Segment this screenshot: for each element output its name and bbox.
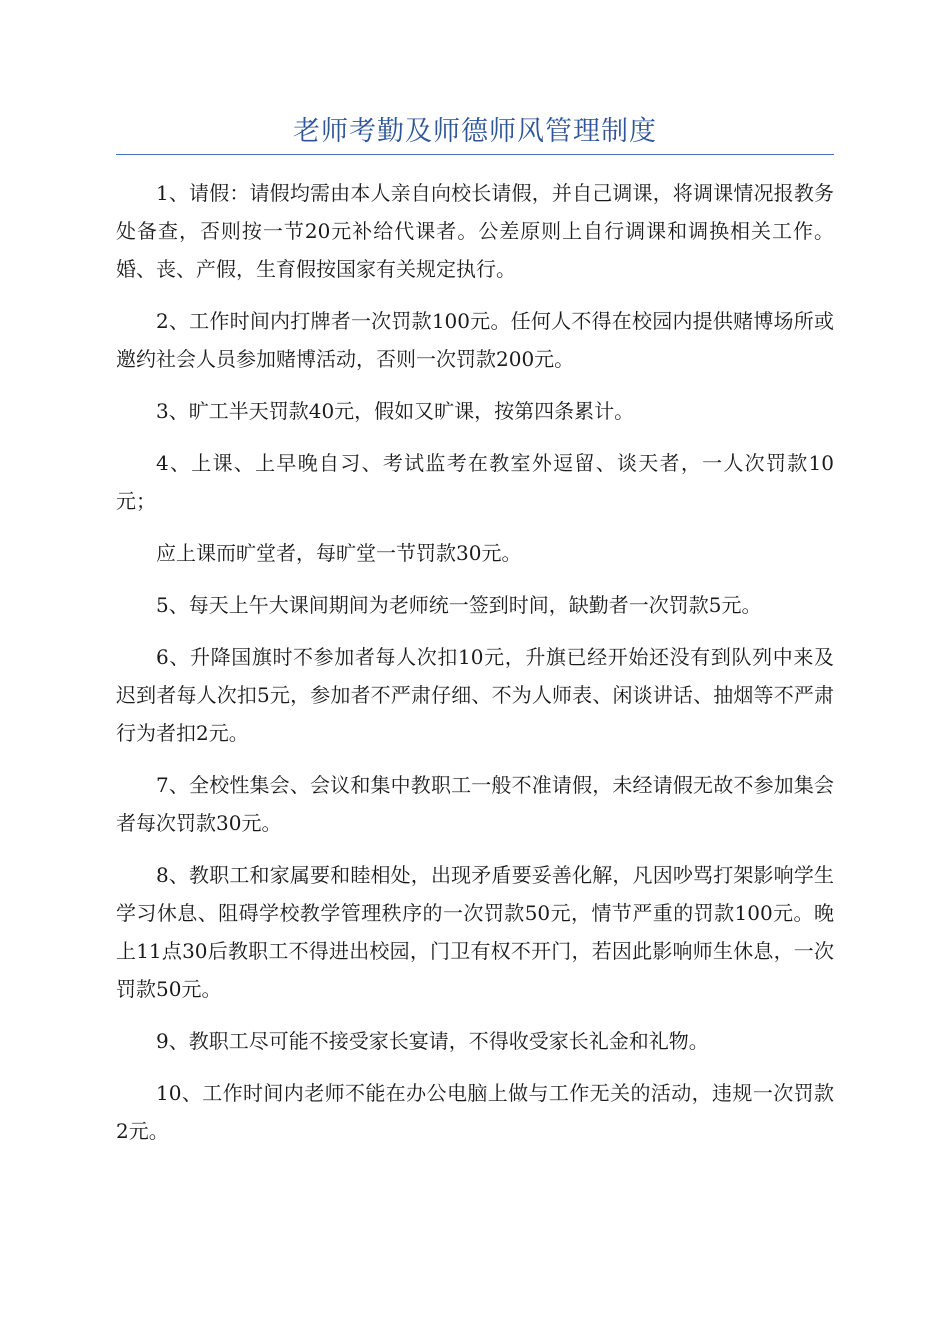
paragraph-6: 6、升降国旗时不参加者每人次扣10元，升旗已经开始还没有到队列中来及迟到者每人次扣5元，参加者不严肃仔细、不为人师表、闲谈讲话、抽烟等不严肃行为者扣2元。 xyxy=(116,645,834,745)
paragraph-4: 4、上课、上早晚自习、考试监考在教室外逗留、谈天者，一人次罚款10元； xyxy=(116,451,834,513)
paragraph-4-continued: 应上课而旷堂者，每旷堂一节罚款30元。 xyxy=(156,541,522,565)
paragraph-2: 2、工作时间内打牌者一次罚款100元。任何人不得在校园内提供赌博场所或邀约社会人员参加赌博活动，否则一次罚款200元。 xyxy=(116,309,834,371)
document-title: 老师考勤及师德师风管理制度 xyxy=(293,116,657,147)
paragraph-10: 10、工作时间内老师不能在办公电脑上做与工作无关的活动，违规一次罚款2元。 xyxy=(116,1081,834,1143)
paragraph-5: 5、每天上午大课间期间为老师统一签到时间，缺勤者一次罚款5元。 xyxy=(156,593,762,617)
title-underline xyxy=(116,154,834,155)
paragraph-7: 7、全校性集会、会议和集中教职工一般不准请假，未经请假无故不参加集会者每次罚款30元。 xyxy=(116,773,834,835)
paragraph-3: 3、旷工半天罚款40元，假如又旷课，按第四条累计。 xyxy=(156,399,635,423)
document-body xyxy=(116,174,834,1164)
paragraph-8: 8、教职工和家属要和睦相处，出现矛盾要妥善化解，凡因吵骂打架影响学生学习休息、阻碍学校教学管理秩序的一次罚款50元，情节严重的罚款100元。晚上11点30后教职工不得进出校园，门卫有权不开门，若因此影响师生休息，一次罚款50元。 xyxy=(116,863,834,1001)
paragraph-9: 9、教职工尽可能不接受家长宴请，不得收受家长礼金和礼物。 xyxy=(156,1029,709,1053)
paragraph-1: 1、请假：请假均需由本人亲自向校长请假，并自己调课，将调课情况报教务处备查，否则按一节20元补给代课者。公差原则上自行调课和调换相关工作。婚、丧、产假，生育假按国家有关规定执行。 xyxy=(116,181,834,281)
